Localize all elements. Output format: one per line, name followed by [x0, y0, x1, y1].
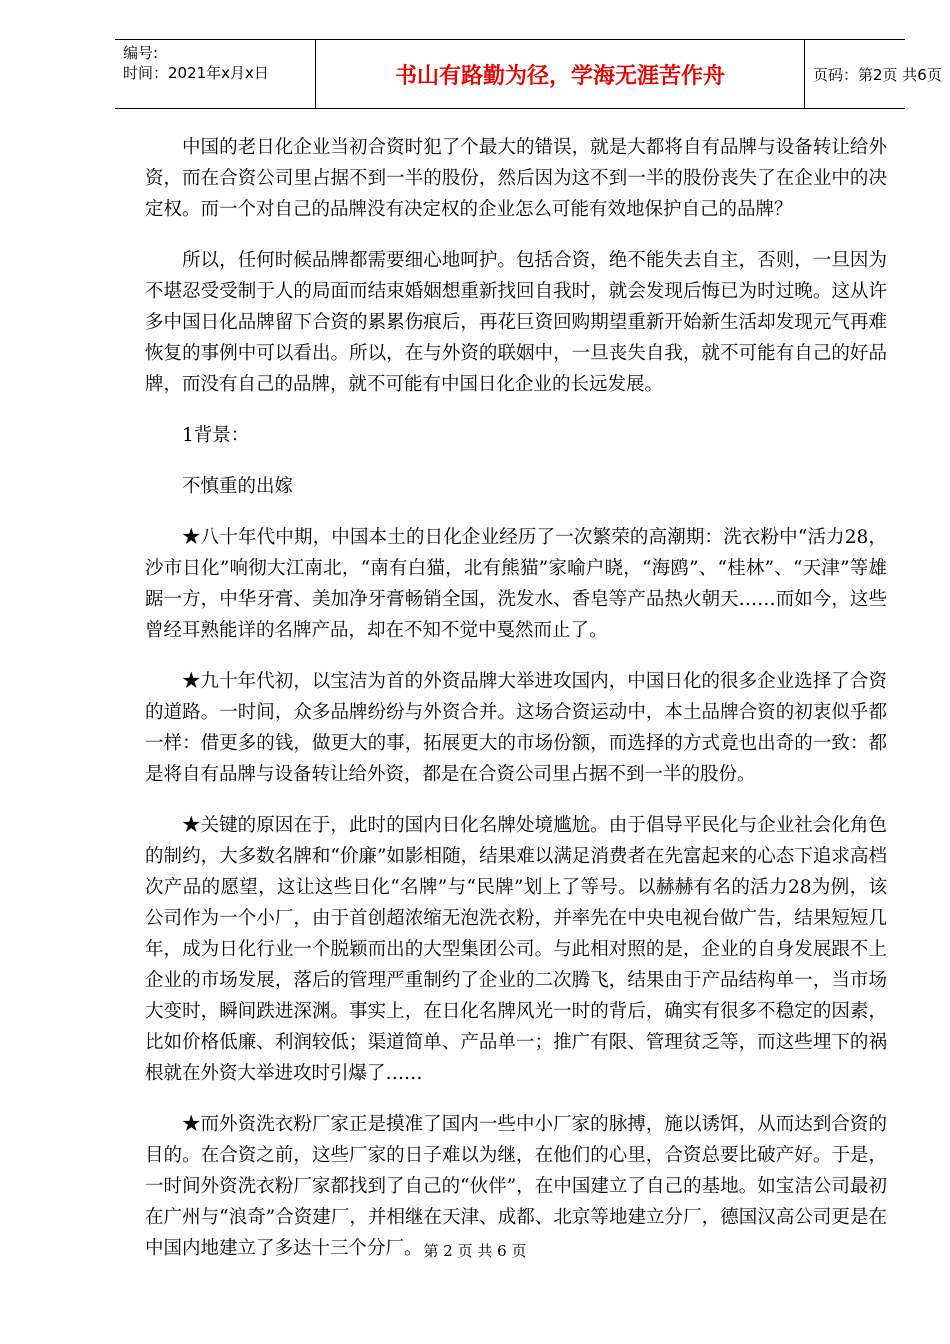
section-heading: 1背景： [182, 425, 250, 446]
page-footer [0, 1240, 950, 1261]
document-number-label: 编号: [123, 44, 159, 62]
document-body [145, 132, 887, 1284]
header-page-cell [805, 40, 942, 108]
paragraph: 中国的老日化企业当初合资时犯了个最大的错误，就是大都将自有品牌与设备转让给外资，而在合资公司里占据不到一半的股份，然后因为这不到一半的股份丧失了在企业中的决定权。而一个对自己的品牌没有决定权的企业怎么可能有效地保护自己的品牌？ [145, 137, 887, 220]
header-motto-cell [315, 40, 805, 108]
page-header [115, 39, 942, 109]
header-page-info: 页码：第2页 共6页 [813, 65, 942, 84]
paragraph: ★而外资洗衣粉厂家正是摸准了国内一些中小厂家的脉搏，施以诱饵，从而达到合资的目的。在合资之前，这些厂家的日子难以为继，在他们的心里，合资总要比破产好。于是，一时间外资洗衣粉厂家都找到了自己的“伙伴”，在中国建立了自己的基地。如宝洁公司最初在广州与“浪奇”合资建厂，并相继在天津、成都、北京等地建立分厂，德国汉高公司更是在中国内地建立了多达十三个分厂。 [145, 1114, 887, 1259]
footer-page-number: 第 2 页 共 6 页 [423, 1242, 527, 1260]
paragraph: 所以，任何时候品牌都需要细心地呵护。包括合资，绝不能失去自主，否则，一旦因为不堪忍受受制于人的局面而结束婚姻想重新找回自我时，就会发现后悔已为时过晚。这从许多中国日化品牌留下合资的累累伤痕后，再花巨资回购期望重新开始新生活却发现元气再难恢复的事例中可以看出。所以，在与外资的联姻中，一旦丧失自我，就不可能有自己的好品牌，而没有自己的品牌，就不可能有中国日化企业的长远发展。 [145, 250, 887, 395]
paragraph: ★九十年代初，以宝洁为首的外资品牌大举进攻国内，中国日化的很多企业选择了合资的道路。一时间，众多品牌纷纷与外资合并。这场合资运动中，本土品牌合资的初衷似乎都一样：借更多的钱，做更大的事，拓展更大的市场份额，而选择的方式竟也出奇的一致：都是将自有品牌与设备转让给外资，都是在合资公司里占据不到一半的股份。 [145, 671, 887, 785]
subsection-heading: 不慎重的出嫁 [182, 476, 294, 497]
header-info-cell [115, 40, 315, 108]
paragraph: ★八十年代中期，中国本土的日化企业经历了一次繁荣的高潮期：洗衣粉中“活力28，沙市日化”响彻大江南北，“南有白猫，北有熊猫”家喻户晓，“海鸥”、“桂林”、“天津”等雄踞一方，中华牙膏、美加净牙膏畅销全国，洗发水、香皂等产品热火朝天……而如今，这些曾经耳熟能详的名牌产品，却在不知不觉中戛然而止了。 [145, 527, 887, 641]
header-motto: 书山有路勤为径，学海无涯苦作舟 [394, 63, 725, 89]
document-time-label: 时间：2021年x月x日 [123, 64, 269, 82]
paragraph: ★关键的原因在于，此时的国内日化名牌处境尴尬。由于倡导平民化与企业社会化角色的制约，大多数名牌和“价廉”如影相随，结果难以满足消费者在先富起来的心态下追求高档次产品的愿望，这让这些日化“名牌”与“民牌”划上了等号。以赫赫有名的活力28为例，该公司作为一个小厂，由于首创超浓缩无泡洗衣粉，并率先在中央电视台做广告，结果短短几年，成为日化行业一个脱颖而出的大型集团公司。与此相对照的是，企业的自身发展跟不上企业的市场发展，落后的管理严重制约了企业的二次腾飞，结果由于产品结构单一，当市场大变时，瞬间跌进深渊。事实上，在日化名牌风光一时的背后，确实有很多不稳定的因素，比如价格低廉、利润较低；渠道简单、产品单一；推广有限、管理贫乏等，而这些埋下的祸根就在外资大举进攻时引爆了…… [145, 815, 887, 1084]
